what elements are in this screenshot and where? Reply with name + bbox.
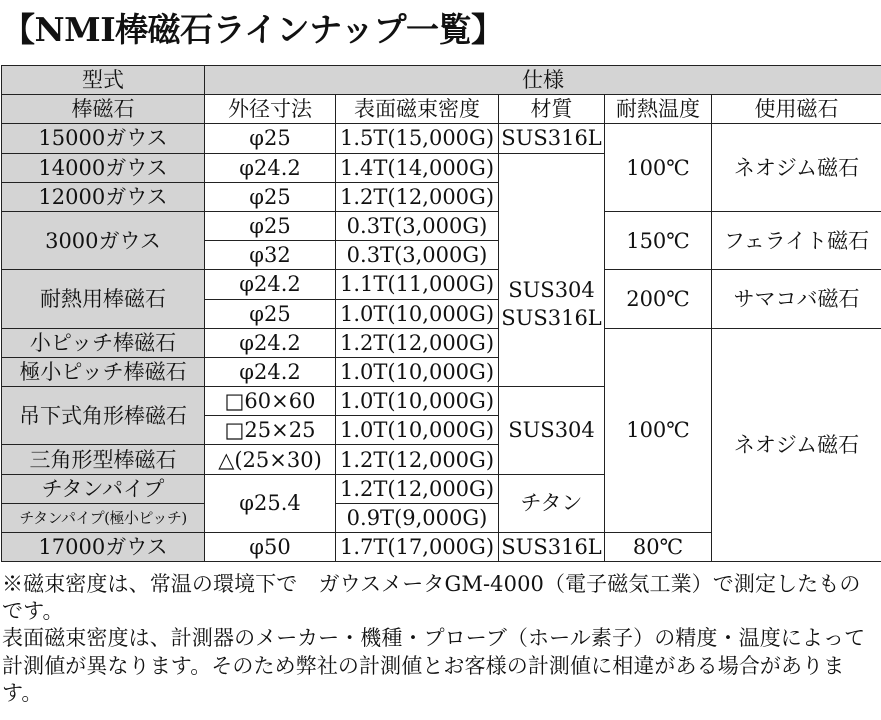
diameter-cell: φ32 (205, 241, 336, 270)
flux-cell: 1.5T(15,000G) (336, 124, 499, 153)
header-bar-magnet: 棒磁石 (2, 95, 205, 124)
flux-cell: 1.4T(14,000G) (336, 153, 499, 182)
flux-cell: 1.2T(12,000G) (336, 474, 499, 503)
header-flux-density: 表面磁束密度 (336, 95, 499, 124)
heat-cell: 150℃ (605, 211, 712, 269)
heat-group-cell: 100℃ (605, 328, 712, 532)
row-name-cell: 極小ピッチ棒磁石 (2, 357, 205, 386)
header-diameter: 外径寸法 (205, 95, 336, 124)
diameter-cell: φ25 (205, 124, 336, 153)
material-cell: SUS316L (499, 124, 605, 153)
heat-cell: 200℃ (605, 270, 712, 328)
diameter-cell: φ24.2 (205, 328, 336, 357)
flux-cell: 0.3T(3,000G) (336, 241, 499, 270)
diameter-cell: φ24.2 (205, 357, 336, 386)
diameter-cell: □60×60 (205, 387, 336, 416)
material-group-line1: SUS304 (508, 277, 595, 302)
material-cell: チタン (499, 474, 605, 532)
heat-cell: 100℃ (605, 124, 712, 212)
header-type-group: 型式 (2, 66, 205, 95)
page-title: 【NMI棒磁石ラインナップ一覧】 (2, 10, 504, 49)
row-name-cell: 12000ガウス (2, 182, 205, 211)
notes (2, 571, 880, 707)
header-magnet-type: 使用磁石 (712, 95, 881, 124)
header-spec-group: 仕様 (205, 66, 881, 95)
row-name-cell: 耐熱用棒磁石 (2, 270, 205, 328)
diameter-cell: □25×25 (205, 416, 336, 445)
row-name-cell: チタンパイプ (2, 474, 205, 503)
flux-cell: 1.2T(12,000G) (336, 445, 499, 474)
material-group2-cell: SUS304 (499, 387, 605, 475)
diameter-cell: △(25×30) (205, 445, 336, 474)
flux-cell: 1.1T(11,000G) (336, 270, 499, 299)
header-row-columns (2, 95, 881, 124)
magnet-cell: ネオジム磁石 (712, 124, 881, 212)
table-row (2, 270, 881, 299)
flux-cell: 1.2T(12,000G) (336, 328, 499, 357)
flux-cell: 1.7T(17,000G) (336, 533, 499, 562)
bar-magnet-lineup-table (1, 65, 881, 562)
row-name-cell: チタンパイプ(極小ピッチ) (2, 503, 205, 532)
table-row (2, 211, 881, 240)
flux-cell: 1.0T(10,000G) (336, 357, 499, 386)
diameter-cell: φ25 (205, 182, 336, 211)
material-group-cell (499, 153, 605, 387)
row-name-cell: 14000ガウス (2, 153, 205, 182)
row-name-cell: 3000ガウス (2, 211, 205, 269)
flux-cell: 0.9T(9,000G) (336, 503, 499, 532)
material-cell: SUS316L (499, 533, 605, 562)
header-material: 材質 (499, 95, 605, 124)
note-disclaimer: 表面磁束密度は、計測器のメーカー・機種・プローブ（ホール素子）の精度・温度によって計測値が異なります。そのため弊社の計測値とお客様の計測値に相違がある場合があります。 (2, 626, 866, 705)
row-name-cell: 15000ガウス (2, 124, 205, 153)
flux-cell: 1.0T(10,000G) (336, 387, 499, 416)
flux-cell: 1.0T(10,000G) (336, 416, 499, 445)
table-row (2, 124, 881, 153)
magnet-cell: フェライト磁石 (712, 211, 881, 269)
material-group-line2: SUS316L (501, 305, 602, 330)
flux-cell: 1.2T(12,000G) (336, 182, 499, 211)
note-measurement: ※磁束密度は、常温の環境下で ガウスメータGM-4000（電子磁気工業）で測定したものです。 (2, 572, 861, 624)
heat-cell: 80℃ (605, 533, 712, 562)
diameter-cell: φ24.2 (205, 270, 336, 299)
row-name-cell: 17000ガウス (2, 533, 205, 562)
row-name-cell: 小ピッチ棒磁石 (2, 328, 205, 357)
flux-cell: 0.3T(3,000G) (336, 211, 499, 240)
row-name-cell: 三角形型棒磁石 (2, 445, 205, 474)
magnet-group-cell: ネオジム磁石 (712, 328, 881, 562)
table-row (2, 328, 881, 357)
flux-cell: 1.0T(10,000G) (336, 299, 499, 328)
diameter-cell: φ24.2 (205, 153, 336, 182)
diameter-cell: φ25 (205, 299, 336, 328)
diameter-cell: φ25.4 (205, 474, 336, 532)
row-name-cell: 吊下式角形棒磁石 (2, 387, 205, 445)
diameter-cell: φ50 (205, 533, 336, 562)
magnet-cell: サマコバ磁石 (712, 270, 881, 328)
diameter-cell: φ25 (205, 211, 336, 240)
header-row-group (2, 66, 881, 95)
header-heat-resistance: 耐熱温度 (605, 95, 712, 124)
